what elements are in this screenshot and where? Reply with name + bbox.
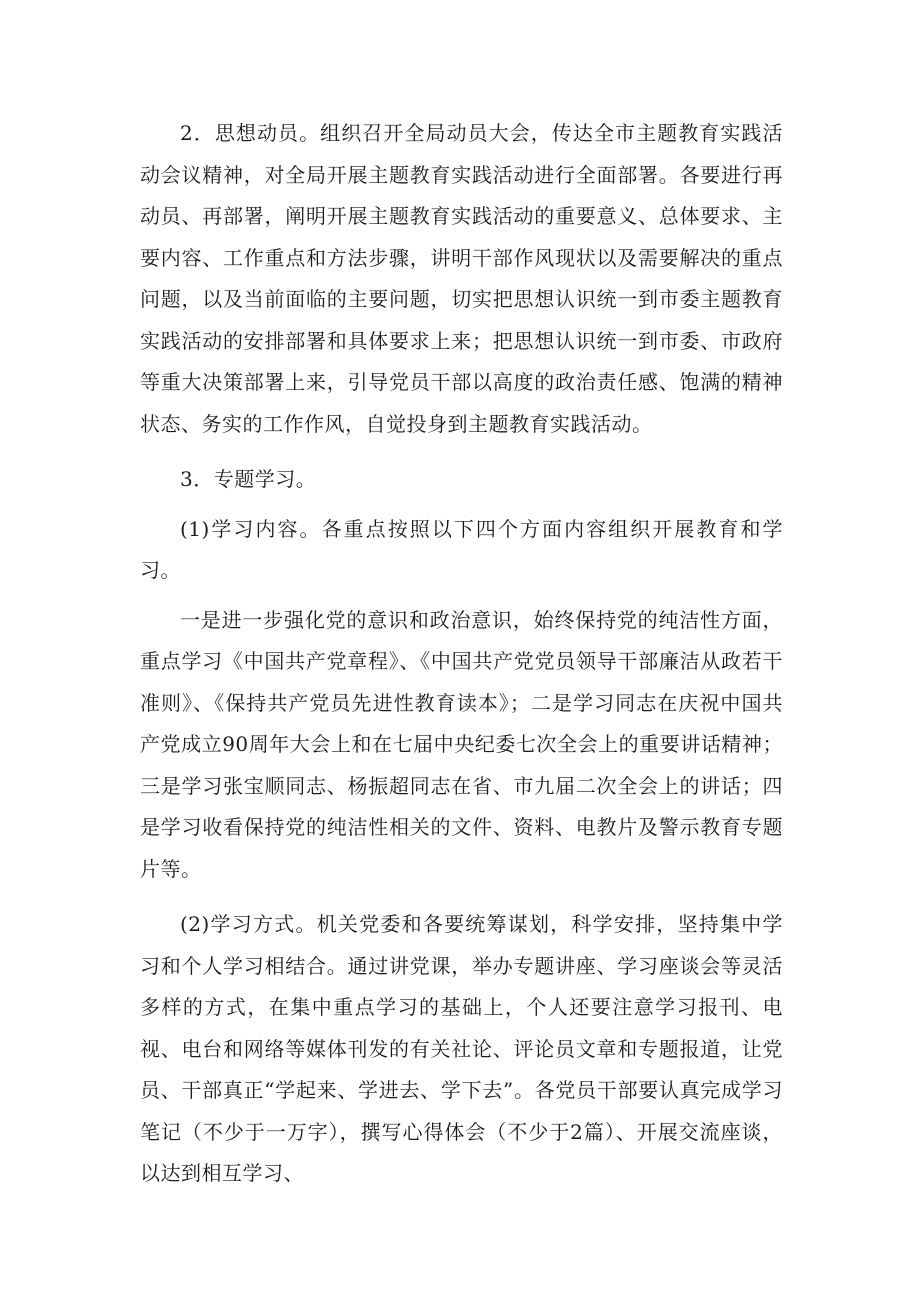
paragraph-study-content: (1)学习内容。各重点按照以下四个方面内容组织开展教育和学习。 — [140, 516, 783, 582]
paragraph-study-method: (2)学习方式。机关党委和各要统筹谋划，科学安排，坚持集中学习和个人学习相结合。通过讲党课，举办专题讲座、学习座谈会等灵活多样的方式，在集中重点学习的基础上，个人还要注意学习报刊、电视、电台和网络等媒体刊发的有关社论、评论员文章和专题报道，让党员、干部真正“学起来、学进去、学下去”。各党员干部要认真完成学习笔记（不少于一万字），撰写心得体会（不少于2篇）、开展交流座谈，以达到相互学习、 — [140, 912, 783, 1185]
paragraph-thought-mobilization: 2．思想动员。组织召开全局动员大会，传达全市主题教育实践活动会议精神，对全局开展主题教育实践活动进行全面部署。各要进行再动员、再部署，阐明开展主题教育实践活动的重要意义、总体要求、主要内容、工作重点和方法步骤，讲明干部作风现状以及需要解决的重点问题，以及当前面临的主要问题，切实把思想认识统一到市委主题教育实践活动的安排部署和具体要求上来；把思想认识统一到市委、市政府等重大决策部署上来，引导党员干部以高度的政治责任感、饱满的精神状态、务实的工作作风，自觉投身到主题教育实践活动。 — [140, 121, 783, 436]
paragraph-study-items: 一是进一步强化党的意识和政治意识，始终保持党的纯洁性方面，重点学习《中国共产党章程》、《中国共产党党员领导干部廉洁从政若干准则》、《保持共产党员先进性教育读本》；二是学习同志在庆祝中国共产党成立90周年大会上和在七届中央纪委七次全会上的重要讲话精神；三是学习张宝顺同志、杨振超同志在省、市九届二次全会上的讲话；四是学习收看保持党的纯洁性相关的文件、资料、电教片及警示教育专题片等。 — [140, 607, 783, 881]
paragraph-special-study-heading: 3．专题学习。 — [180, 467, 317, 491]
